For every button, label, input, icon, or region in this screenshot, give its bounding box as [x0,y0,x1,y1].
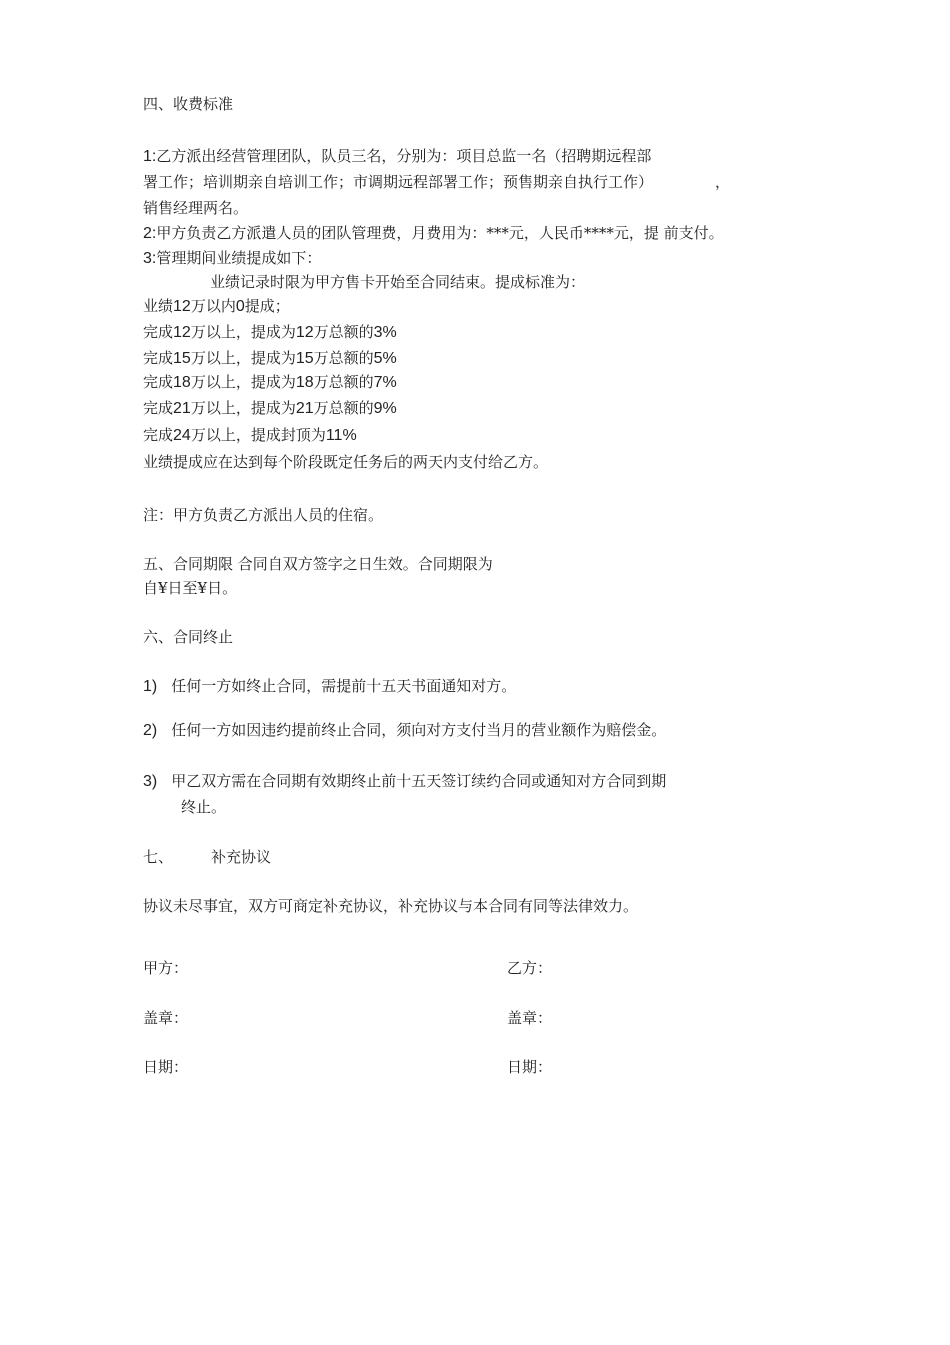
tier-percent: 3% [373,324,397,341]
list-item [143,676,516,697]
list-item-text: 任何一方如终止合同，需提前十五天书面通知对方。 [171,677,517,695]
section4-item3 [143,248,321,269]
tier-row [143,372,397,393]
tier-text: 万以上，提成为 [190,399,296,417]
tier-row [143,425,357,446]
section5-line2: 自¥日至¥日。 [143,579,238,597]
tier-text: 万以上，提成为 [190,373,296,391]
tier-percent: 9% [373,400,397,417]
tier-amount: 12 [173,324,191,341]
tier-label: 完成 [143,426,174,444]
seal-a-label: 盖章： [143,1009,189,1027]
list-item-number: 1) [143,678,158,695]
section4-title: 四、收费标准 [143,95,234,113]
tier-label: 完成 [143,399,174,417]
item3-text: 管理期间业绩提成如下： [156,249,322,267]
tier-text: 万总额的 [313,373,374,391]
list-item-number: 3) [143,773,158,790]
party-a-label: 甲方： [143,959,189,977]
party-b-label: 乙方： [507,959,553,977]
tier-text: 万以上，提成为 [190,323,296,341]
tier-amount: 12 [295,324,314,341]
tier-row [143,398,397,419]
tier-amount: 18 [295,374,314,391]
tier-text: 万总额的 [313,399,374,417]
item1-text-cont: 署工作；培训期亲自培训工作；市调期远程部署工作；预售期亲自执行工作） [143,173,654,191]
list-item [143,771,666,792]
tier-text: 万以上，提成封顶为 [190,426,326,444]
list-item [143,720,666,741]
lodging-note: 注：甲方负责乙方派出人员的住宿。 [143,506,384,524]
tier-text: 万总额的 [313,349,374,367]
tier-text: 提成； [244,297,290,315]
tier-label: 完成 [143,373,174,391]
tier-amount: 12 [173,298,191,315]
date-a-label: 日期： [143,1058,189,1076]
section4-item2 [143,223,724,244]
tier-row [143,322,397,343]
list-item-number: 2) [143,722,158,739]
section7-title [143,847,271,867]
section6-title: 六、合同终止 [143,628,234,646]
payment-note: 业绩提成应在达到每个阶段既定任务后的两天内支付给乙方。 [143,453,549,471]
tier-row [143,296,290,317]
tier-text: 万以上，提成为 [190,349,296,367]
section5-line1: 五、合同期限 合同自双方签字之日生效。合同期限为 [143,555,493,573]
list-item-text: 甲乙双方需在合同期有效期终止前十五天签订续约合同或通知对方合同到期 [171,772,667,790]
tier-text: 万以内 [190,297,236,315]
tier-label: 完成 [143,323,174,341]
section4-item1-line3: 销售经理两名。 [143,199,249,217]
tier-amount: 21 [173,400,191,417]
section4-item1-line1 [143,146,651,167]
tier-row [143,348,397,369]
item2-text: 甲方负责乙方派遣人员的团队管理费，月费用为：***元，人民币****元，提 前支付。 [156,224,724,242]
section7-title-text: 补充协议 [211,848,272,866]
tier-value: 0 [235,298,245,315]
tier-amount: 18 [173,374,191,391]
tier-label: 业绩 [143,297,174,315]
tier-text: 万总额的 [313,323,374,341]
item2-number: 2: [143,225,157,242]
list-item-continuation: 终止。 [181,798,227,816]
tier-label: 完成 [143,349,174,367]
tier-amount: 15 [295,350,314,367]
item1-text: 乙方派出经营管理团队，队员三名，分别为：项目总监一名（招聘期远程部 [156,147,652,165]
tier-percent: 5% [373,350,397,367]
section4-item3-sub: 业绩记录时限为甲方售卡开始至合同结束。提成标准为： [210,273,586,291]
date-b-label: 日期： [507,1058,553,1076]
tier-amount: 24 [173,427,191,444]
item1-number: 1: [143,148,157,165]
seal-b-label: 盖章： [507,1009,553,1027]
tier-percent: 7% [373,374,397,391]
tier-amount: 21 [295,400,314,417]
section7-prefix: 七、 [143,848,174,866]
list-item-text: 任何一方如因违约提前终止合同，须向对方支付当月的营业额作为赔偿金。 [171,721,667,739]
section4-item1-line2 [143,172,730,192]
item3-number: 3: [143,250,157,267]
section7-body: 协议未尽事宜，双方可商定补充协议，补充协议与本合同有同等法律效力。 [143,897,639,915]
item1-trailing-comma: ， [715,173,731,191]
tier-amount: 15 [173,350,191,367]
tier-percent: 11% [325,427,357,444]
